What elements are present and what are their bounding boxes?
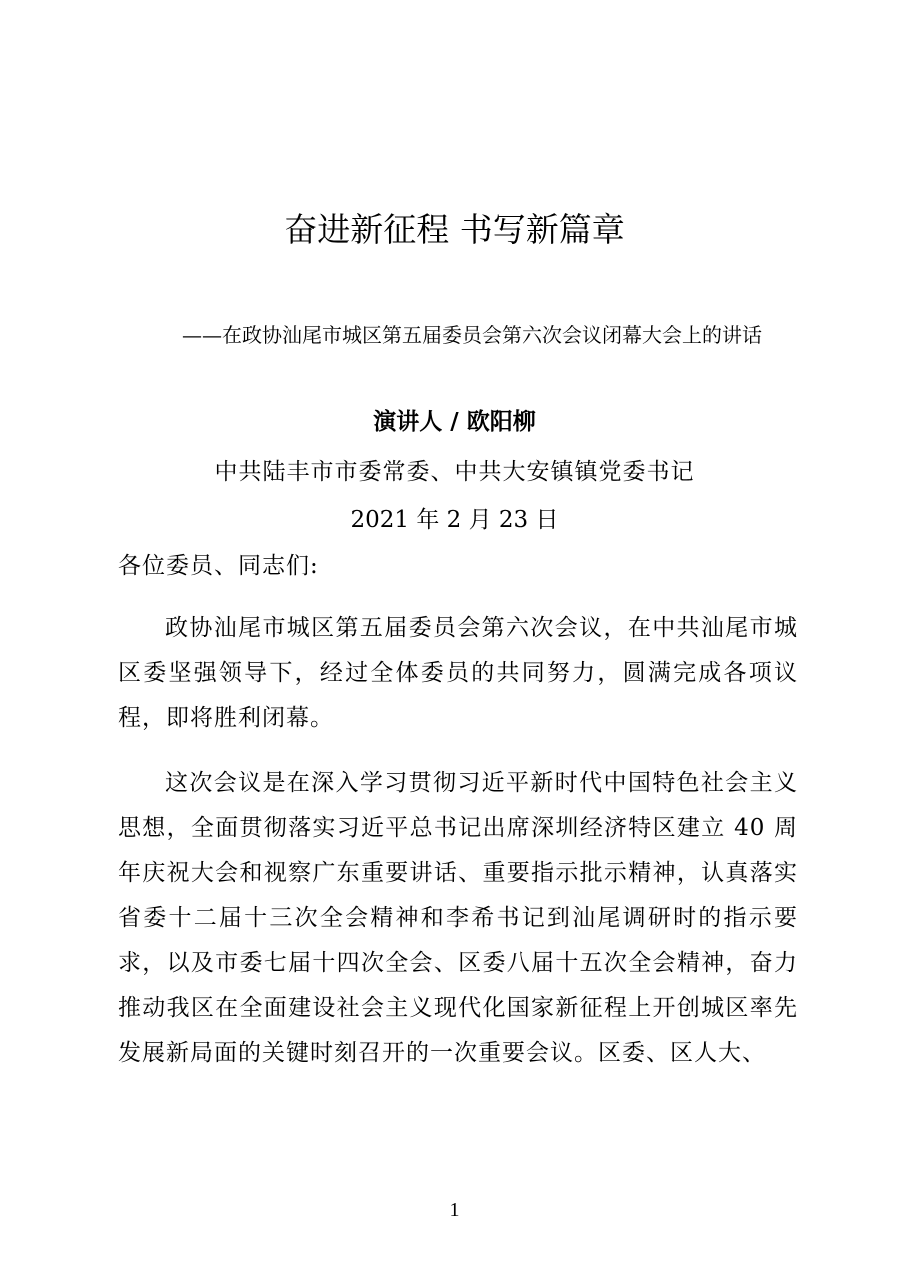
document-title: 奋进新征程 书写新篇章 (284, 210, 625, 249)
page-number: 1 (449, 1199, 460, 1221)
speaker-line: 演讲人 / 欧阳柳 (373, 409, 536, 435)
body-paragraph: 政协汕尾市城区第五届委员会第六次会议，在中共汕尾市城区委坚强领导下，经过全体委员的共同努力，圆满完成各项议程，即将胜利闭幕。 (118, 615, 798, 731)
speech-date: 2021 年 2 月 23 日 (350, 507, 559, 533)
document-subtitle: ——在政协汕尾市城区第五届委员会第六次会议闭幕大会上的讲话 (182, 323, 762, 347)
speaker-position: 中共陆丰市市委常委、中共大安镇镇党委书记 (214, 459, 695, 485)
body-paragraph: 这次会议是在深入学习贯彻习近平新时代中国特色社会主义思想，全面贯彻落实习近平总书记出席深圳经济特区建立 40 周年庆祝大会和视察广东重要讲话、重要指示批示精神，认真落实省委十二届十三次全会精神和李希书记到汕尾调研时的指示要求，以及市委七届十四次全会、区委八届十五次全会精神，奋力推动我区在全面建设社会主义现代化国家新征程上开创城区率先发展新局面的关键时刻召开的一次重要会议。区委、区人大、 (118, 770, 798, 1066)
greeting: 各位委员、同志们: (118, 553, 319, 579)
